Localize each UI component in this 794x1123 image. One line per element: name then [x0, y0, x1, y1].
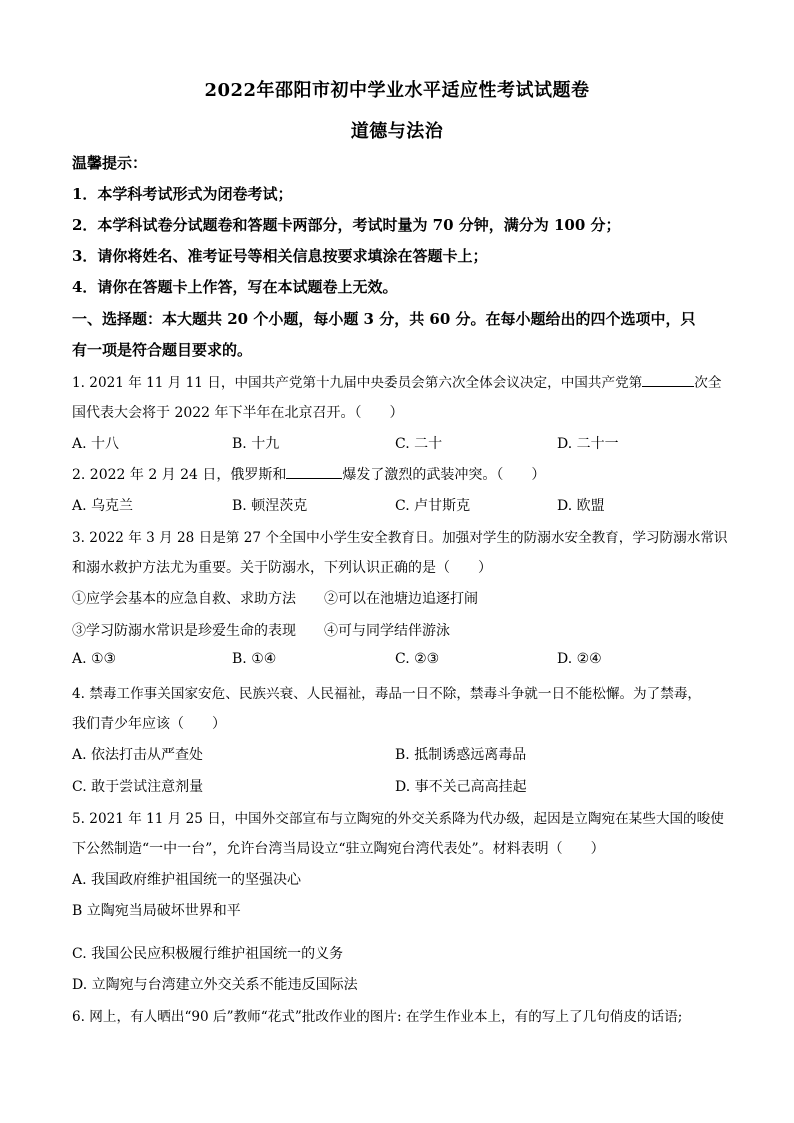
question-2-option-d: D. 欧盟 [557, 498, 605, 514]
question-4-stem-cont: 我们青少年应该（ ） [72, 716, 226, 732]
question-3-statements: ①应学会基本的应急自救、求助方法 ②可以在池塘边追逐打闹 [72, 591, 478, 607]
subject-title: 道德与法治 [350, 121, 444, 142]
question-1-text-cont: 次全 [694, 375, 722, 391]
question-3-option-a: A. ①③ [72, 651, 117, 667]
exam-title: 2022年邵阳市初中学业水平适应性考试试题卷 [204, 80, 590, 101]
question-1-option-a: A. 十八 [72, 436, 120, 452]
answer-blank [286, 464, 342, 479]
question-4-stem: 4. 禁毒工作事关国家安危、民族兴衰、人民福祉，毒品一日不除，禁毒斗争就一日不能松懈。为了禁毒， [72, 686, 702, 702]
notice-item: 1．本学科考试形式为闭卷考试； [72, 185, 293, 203]
question-2-text-cont: 爆发了激烈的武装冲突。（ ） [342, 467, 546, 483]
question-3-statements: ③学习防溺水常识是珍爱生命的表现 ④可与同学结伴游泳 [72, 623, 450, 639]
question-1-option-c: C. 二十 [395, 436, 443, 452]
question-4-option-b: B. 抵制诱惑远离毒品 [395, 747, 527, 763]
question-1-option-d: D. 二十一 [557, 436, 619, 452]
question-2-option-b: B. 顿涅茨克 [232, 498, 308, 514]
question-5-option-d: D. 立陶宛与台湾建立外交关系不能违反国际法 [72, 977, 358, 993]
notice-heading: 温馨提示： [72, 154, 148, 172]
question-4-option-a: A. 依法打击从严查处 [72, 747, 204, 763]
question-6-stem: 6. 网上，有人晒出“90 后”教师“花式”批改作业的图片: 在学生作业本上，有的写上了几句俏皮的话语; [72, 1009, 683, 1025]
notice-item: 2．本学科试卷分试题卷和答题卡两部分，考试时量为 70 分钟，满分为 100 分； [72, 216, 621, 234]
section-heading-cont: 有一项是符合题目要求的。 [72, 341, 253, 359]
question-5-stem-cont: 下公然制造“一中一台”，允许台湾当局设立“驻立陶宛台湾代表处”。材料表明（ ） [72, 841, 605, 857]
question-3-option-d: D. ②④ [557, 651, 602, 667]
question-5-option-c: C. 我国公民应积极履行维护祖国统一的义务 [72, 946, 344, 962]
question-3-stem: 3. 2022 年 3 月 28 日是第 27 个全国中小学生安全教育日。加强对学生的防溺水安全教育，学习防溺水常识 [72, 530, 728, 546]
question-3-option-b: B. ①④ [232, 651, 277, 667]
question-2-text: 2. 2022 年 2 月 24 日，俄罗斯和 [72, 467, 287, 483]
question-3-stem-cont: 和溺水救护方法尤为重要。关于防溺水，下列认识正确的是（ ） [72, 560, 492, 576]
question-5-option-b: B 立陶宛当局破坏世界和平 [72, 903, 241, 919]
question-1-stem-cont: 国代表大会将于 2022 年下半年在北京召开。（ ） [72, 405, 404, 421]
question-1-option-b: B. 十九 [232, 436, 280, 452]
section-heading: 一、选择题：本大题共 20 个小题，每小题 3 分，共 60 分。在每小题给出的四个选项中，只 [72, 310, 696, 328]
question-2-option-a: A. 乌克兰 [72, 498, 134, 514]
notice-item: 4．请你在答题卡上作答，写在本试题卷上无效。 [72, 278, 398, 296]
answer-blank [642, 372, 694, 387]
question-2-stem [72, 464, 545, 484]
question-4-option-c: C. 敢于尝试注意剂量 [72, 779, 204, 795]
question-4-option-d: D. 事不关己高高挂起 [395, 779, 527, 795]
question-5-stem: 5. 2021 年 11 月 25 日，中国外交部宣布与立陶宛的外交关系降为代办级，起因是立陶宛在某些大国的唆使 [72, 811, 724, 827]
question-1-text: 1. 2021 年 11 月 11 日，中国共产党第十九届中央委员会第六次全体会议决定，中国共产党第 [72, 375, 643, 391]
question-1-stem [72, 371, 721, 391]
question-2-option-c: C. 卢甘斯克 [395, 498, 471, 514]
question-5-option-a: A. 我国政府维护祖国统一的坚强决心 [72, 872, 302, 888]
notice-item: 3．请你将姓名、准考证号等相关信息按要求填涂在答题卡上； [72, 247, 488, 265]
question-3-option-c: C. ②③ [395, 651, 440, 667]
